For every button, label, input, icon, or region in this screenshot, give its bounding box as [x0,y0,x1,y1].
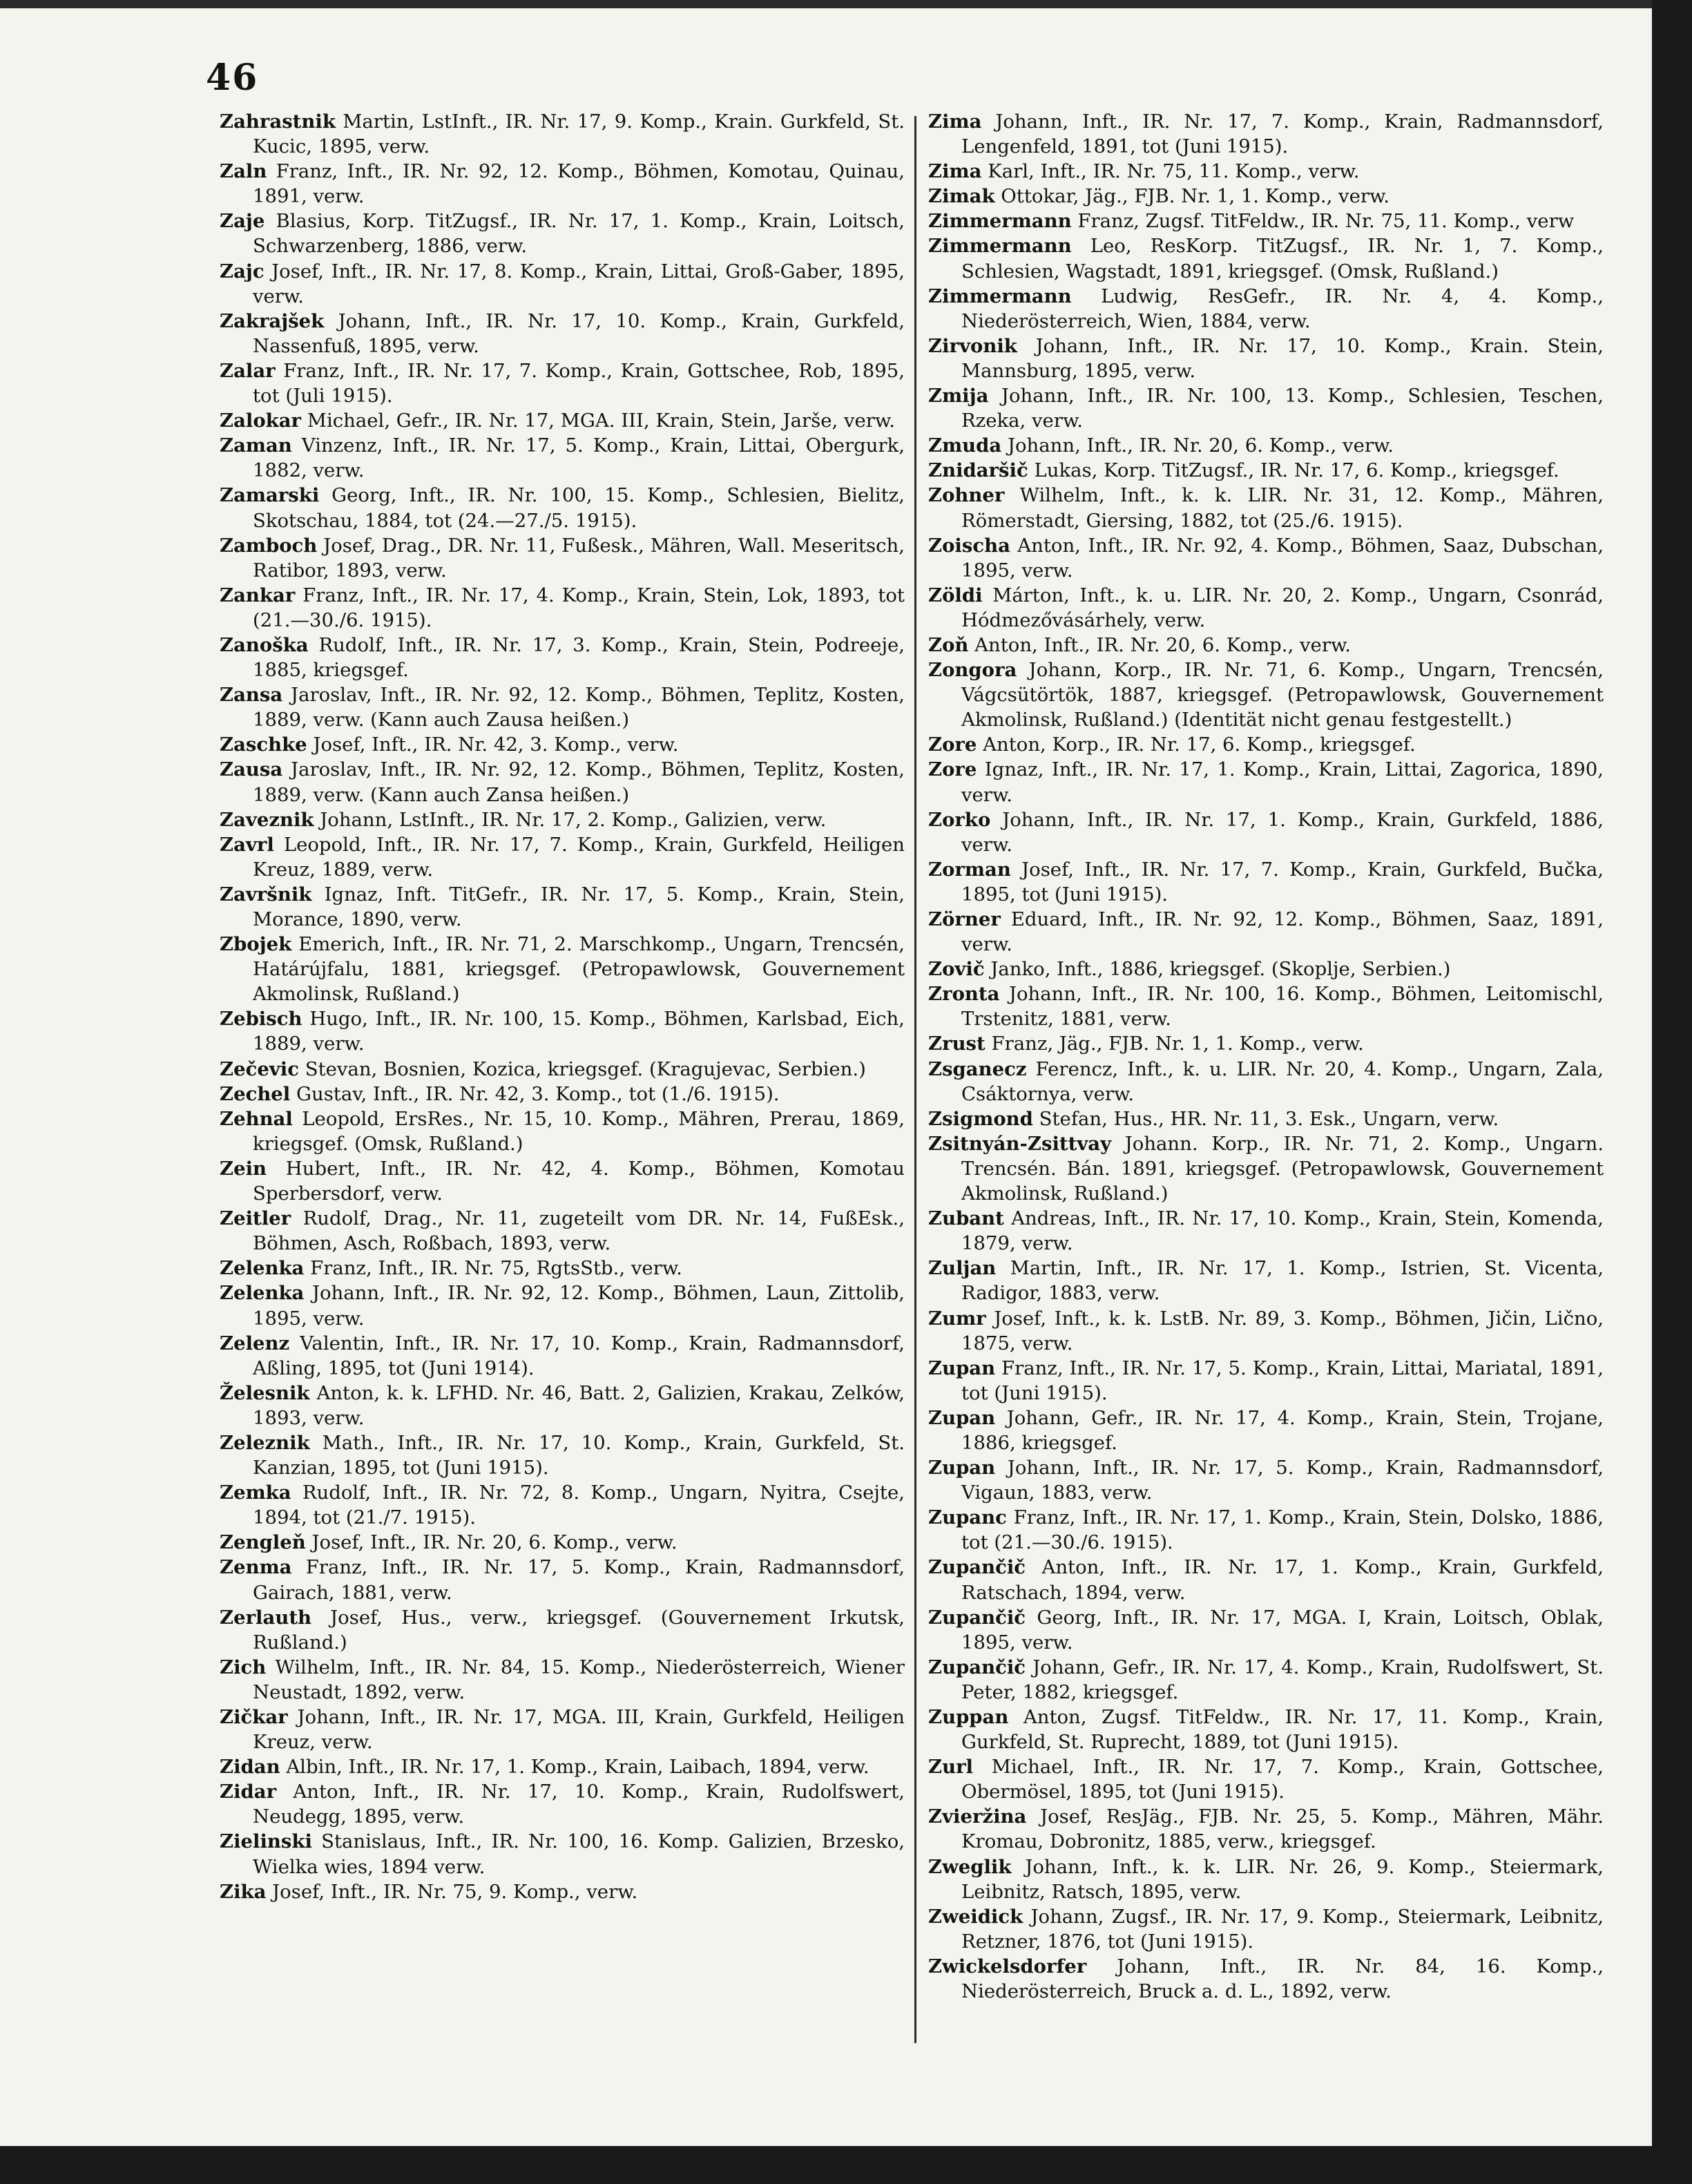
list-entry [220,1430,905,1480]
scan-edge-bottom [0,2146,1692,2184]
entry-surname: Zenma [220,1556,292,1579]
entry-details: Josef, Inft., IR. Nr. 17, 8. Komp., Krain, Littai, Groß-Gaber, 1895, verw. [253,260,905,307]
list-entry [220,932,905,1006]
entry-surname: Zorko [928,808,991,831]
list-entry [928,1057,1604,1107]
list-entry [220,1480,905,1530]
list-entry [928,957,1604,981]
entry-details: Gustav, Inft., IR. Nr. 42, 3. Komp., tot (1./6. 1915). [296,1082,780,1105]
entry-surname: Zelenka [220,1257,305,1280]
entry-surname: Zwickelsdorfer [928,1955,1087,1977]
entry-details: Anton, Zugsf. TitFeldw., IR. Nr. 17, 11. Komp., Krain, Gurkfeld, St. Ruprecht, 1889, tot (Juni 1915). [961,1706,1604,1754]
list-entry [220,1605,905,1655]
list-entry [220,309,905,358]
entry-surname: Zaln [220,160,267,183]
entry-surname: Zirvonik [928,334,1017,357]
entry-details: Anton, Inft., IR. Nr. 17, 10. Komp., Krain, Rudolfswert, Neudegg, 1895, verw. [253,1781,905,1828]
entry-surname: Zajc [220,260,265,282]
entry-surname: Zaschke [220,734,307,756]
list-entry [220,1829,905,1879]
list-entry [220,1006,905,1056]
list-entry [928,483,1604,533]
list-entry [220,533,905,583]
entry-details: Karl, Inft., IR. Nr. 75, 11. Komp., verw. [988,160,1360,183]
entry-details: Anton, Inft., IR. Nr. 20, 6. Komp., verw. [974,633,1351,656]
list-entry [220,433,905,483]
list-entry [928,1904,1604,1954]
list-entry [220,1256,905,1281]
entry-details: Johann, Inft., IR. Nr. 17, 5. Komp., Krain, Radmannsdorf, Vigaun, 1883, verw. [961,1457,1604,1504]
entry-surname: Zubant [928,1207,1004,1230]
list-entry [928,1655,1604,1705]
entry-surname: Zsganecz [928,1057,1027,1080]
entry-surname: Zorman [928,858,1011,881]
list-entry [220,159,905,209]
entry-surname: Zima [928,111,982,133]
list-entry [928,1306,1604,1356]
list-entry [220,109,905,159]
entry-details: Blasius, Korp. TitZugsf., IR. Nr. 17, 1. Komp., Krain, Loitsch, Schwarzenberg, 1886, verw. [253,210,905,258]
list-entry [928,383,1604,433]
entry-details: Johann, Inft., IR. Nr. 84, 16. Komp., Niederösterreich, Bruck a. d. L., 1892, verw. [961,1955,1604,2003]
entry-surname: Zörner [928,908,1001,930]
entry-details: Johann, Inft., IR. Nr. 92, 12. Komp., Böhmen, Laun, Zittolib, 1895, verw. [253,1282,905,1330]
list-entry [220,633,905,682]
entry-details: Franz, Inft., IR. Nr. 17, 7. Komp., Krain, Gottschee, Rob, 1895, tot (Juli 1915). [253,359,905,408]
entry-surname: Zanoška [220,633,309,656]
list-entry [220,882,905,932]
entry-details: Josef, Inft., IR. Nr. 17, 7. Komp., Krain, Gurkfeld, Bučka, 1895, tot (Juni 1915). [961,858,1604,906]
entry-surname: Zalar [220,359,276,382]
list-entry [220,1779,905,1829]
list-entry [928,1356,1604,1406]
entry-surname: Zidan [220,1756,280,1779]
entry-surname: Zrust [928,1033,986,1055]
entry-details: Georg, Inft., IR. Nr. 17, MGA. I, Krain, Loitsch, Oblak, 1895, verw. [961,1606,1604,1654]
entry-details: Hubert, Inft., IR. Nr. 42, 4. Komp., Böhmen, Komotau Sperbersdorf, verw. [253,1157,905,1205]
entry-details: Márton, Inft., k. u. LIR. Nr. 20, 2. Komp., Ungarn, Csonrád, Hódmezővásárhely, verw. [961,584,1604,631]
entry-surname: Zvieržina [928,1805,1027,1828]
entry-details: Georg, Inft., IR. Nr. 100, 15. Komp., Schlesien, Bielitz, Skotschau, 1884, tot (24.—27./5. 1915). [253,484,905,532]
list-entry [220,408,905,433]
list-entry [220,807,905,832]
entry-details: Emerich, Inft., IR. Nr. 71, 2. Marschkomp., Ungarn, Trencsén, Határújfalu, 1881, kriegsgef. (Petropawlowsk, Gouvernement Akmolinsk, Rußland.) [253,933,905,1006]
entry-details: Rudolf, Inft., IR. Nr. 72, 8. Komp., Ungarn, Nyitra, Csejte, 1894, tot (21./7. 1915). [253,1482,905,1529]
entry-surname: Zoischa [928,534,1010,557]
entry-details: Valentin, Inft., IR. Nr. 17, 10. Komp., Krain, Radmannsdorf, Aßling, 1895, tot (Juni 1914). [253,1332,905,1379]
list-entry [220,1879,905,1904]
entry-details: Josef, ResJäg., FJB. Nr. 25, 5. Komp., Mähren, Mähr. Kromau, Dobronitz, 1885, verw., kriegsgef. [961,1805,1604,1853]
entry-surname: Zansa [220,684,283,707]
list-entry [220,358,905,408]
list-entry [928,1855,1604,1904]
entry-surname: Zimmermann [928,210,1072,233]
entry-details: Johann, Inft., IR. Nr. 17, 1. Komp., Krain, Gurkfeld, 1886, verw. [961,808,1604,856]
entry-details: Johann, Gefr., IR. Nr. 17, 4. Komp., Krain, Stein, Trojane, 1886, kriegsgef. [961,1406,1604,1454]
entry-details: Johann, Inft., IR. Nr. 17, 10. Komp., Krain, Gurkfeld, Nassenfuß, 1895, verw. [253,309,905,357]
list-entry [928,109,1604,159]
list-entry [928,1455,1604,1505]
entry-surname: Zoň [928,633,969,656]
entry-surname: Zebisch [220,1008,302,1031]
entry-surname: Zweidick [928,1905,1023,1928]
list-entry [928,633,1604,658]
entry-surname: Zmuda [928,434,1002,457]
list-entry [928,1754,1604,1804]
entry-details: Franz, Jäg., FJB. Nr. 1, 1. Komp., verw. [991,1033,1364,1055]
list-entry [220,209,905,258]
entry-details: Rudolf, Inft., IR. Nr. 17, 3. Komp., Krain, Stein, Podreeje, 1885, kriegsgef. [253,633,905,682]
left-column [220,109,905,2043]
entry-details: Wilhelm, Inft., k. k. LIR. Nr. 31, 12. Komp., Mähren, Römerstadt, Giersing, 1882, tot (25./6. 1915). [961,484,1604,532]
entry-surname: Zuljan [928,1257,997,1280]
entry-surname: Zurl [928,1756,974,1779]
entry-details: Johann, Korp., IR. Nr. 71, 6. Komp., Ungarn, Trencsén, Vágcsütörtök, 1887, kriegsgef. (Petropawlowsk, Gouvernement Akmolinsk, Rußland.) (Identität nicht genau festgestellt.) [961,659,1604,731]
list-entry [928,1031,1604,1056]
entry-surname: Zore [928,734,977,756]
entry-surname: Zimmermann [928,235,1072,258]
list-entry [928,1605,1604,1655]
entry-details: Leo, ResKorp. TitZugsf., IR. Nr. 1, 7. Komp., Schlesien, Wagstadt, 1891, kriegsgef. (Omsk, Rußland.) [961,235,1604,282]
entry-details: Anton, Inft., IR. Nr. 17, 1. Komp., Krain, Gurkfeld, Ratschach, 1894, verw. [961,1556,1604,1604]
entry-details: Jaroslav, Inft., IR. Nr. 92, 12. Komp., Böhmen, Teplitz, Kosten, 1889, verw. (Kann auch Zansa heißen.) [253,758,905,806]
entry-surname: Zore [928,758,977,781]
entry-surname: Zsigmond [928,1107,1033,1130]
entry-details: Ignaz, Inft., IR. Nr. 17, 1. Komp., Krain, Littai, Zagorica, 1890, verw. [961,758,1604,806]
entry-surname: Želesnik [220,1381,310,1404]
entry-details: Johann, Inft., IR. Nr. 17, MGA. III, Krain, Gurkfeld, Heiligen Kreuz, verw. [253,1706,905,1754]
entry-surname: Zweglik [928,1855,1012,1878]
entry-details: Johann, Inft., IR. Nr. 100, 16. Komp., Böhmen, Leitomischl, Trstenitz, 1881, verw. [961,983,1604,1031]
entry-details: Michael, Gefr., IR. Nr. 17, MGA. III, Krain, Stein, Jarše, verw. [307,410,895,432]
entry-surname: Zankar [220,584,296,606]
list-entry [928,981,1604,1031]
list-entry [220,1281,905,1330]
entry-surname: Zidar [220,1781,277,1803]
entry-details: Stevan, Bosnien, Kozica, kriegsgef. (Kragujevac, Serbien.) [305,1057,866,1080]
entry-surname: Zuppan [928,1706,1009,1728]
list-entry [928,732,1604,757]
entry-surname: Zečevic [220,1057,299,1080]
entry-surname: Zupančič [928,1606,1026,1629]
list-entry [928,159,1604,184]
list-entry [928,1406,1604,1455]
entry-surname: Zechel [220,1082,291,1105]
entry-details: Josef, Inft., IR. Nr. 75, 9. Komp., verw. [272,1880,638,1903]
entry-details: Stanislaus, Inft., IR. Nr. 100, 16. Komp. Galizien, Brzesko, Wielka wies, 1894 verw. [253,1830,905,1878]
entry-details: Hugo, Inft., IR. Nr. 100, 15. Komp., Böhmen, Karlsbad, Eich, 1889, verw. [253,1008,905,1055]
entry-details: Johann, Gefr., IR. Nr. 17, 4. Komp., Krain, Rudolfswert, St. Peter, 1882, kriegsgef. [961,1656,1604,1703]
list-entry [928,757,1604,807]
list-entry [928,583,1604,633]
entry-surname: Zika [220,1880,267,1903]
entry-details: Josef, Hus., verw., kriegsgef. (Gouvernement Irkutsk, Rußland.) [253,1606,905,1654]
entry-details: Franz, Inft., IR. Nr. 17, 5. Komp., Krain, Littai, Mariatal, 1891, tot (Juni 1915). [961,1357,1604,1404]
entry-details: Franz, Inft., IR. Nr. 17, 5. Komp., Krain, Radmannsdorf, Gairach, 1881, verw. [253,1556,905,1604]
list-entry [928,1705,1604,1754]
list-entry [220,732,905,757]
entry-surname: Zaveznik [220,808,314,831]
entry-surname: Zöldi [928,584,983,606]
entry-surname: Zamarski [220,484,320,507]
list-entry [220,1331,905,1381]
entry-details: Josef, Inft., IR. Nr. 20, 6. Komp., verw. [311,1531,677,1554]
list-entry [928,907,1604,957]
list-entry [928,1131,1604,1206]
list-entry [928,658,1604,732]
entry-surname: Zavrl [220,833,274,856]
list-entry [220,1206,905,1256]
entry-details: Johann, Inft., IR. Nr. 17, 7. Komp., Krain, Radmannsdorf, Lengenfeld, 1891, tot (Juni 1915). [961,111,1604,158]
list-entry [928,1804,1604,1854]
entry-surname: Zerlauth [220,1606,312,1629]
entry-surname: Zima [928,160,982,183]
list-entry [220,1381,905,1430]
list-entry [220,1156,905,1206]
entry-surname: Zeleznik [220,1431,310,1454]
entry-surname: Zovič [928,958,985,981]
entry-surname: Zupan [928,1357,996,1379]
entry-details: Anton, k. k. LFHD. Nr. 46, Batt. 2, Galizien, Krakau, Zelków, 1893, verw. [253,1381,905,1429]
list-entry [220,1082,905,1107]
list-entry [220,583,905,633]
entry-details: Albin, Inft., IR. Nr. 17, 1. Komp., Krain, Laibach, 1894, verw. [286,1756,869,1779]
list-entry [220,1530,905,1555]
entry-surname: Zemka [220,1482,291,1504]
entry-details: Franz, Zugsf. TitFeldw., IR. Nr. 75, 11. Komp., verw [1077,210,1575,233]
entry-details: Math., Inft., IR. Nr. 17, 10. Komp., Krain, Gurkfeld, St. Kanzian, 1895, tot (Juni 1915). [253,1431,905,1479]
entry-details: Leopold, Inft., IR. Nr. 17, 7. Komp., Krain, Gurkfeld, Heiligen Kreuz, 1889, verw. [253,833,905,881]
entry-details: Martin, LstInft., IR. Nr. 17, 9. Komp., Krain. Gurkfeld, St. Kucic, 1895, verw. [253,111,905,158]
entry-details: Josef, Inft., IR. Nr. 42, 3. Komp., verw. [313,734,679,756]
entry-surname: Zimmermann [928,285,1072,307]
entry-surname: Zengleň [220,1531,306,1554]
entry-surname: Završnik [220,883,312,906]
entry-surname: Zsitnyán-Zsittvay [928,1132,1112,1155]
list-entry [928,433,1604,458]
entry-details: Stefan, Hus., HR. Nr. 11, 3. Esk., Ungarn, verw. [1039,1107,1499,1130]
list-entry [928,209,1604,233]
entry-surname: Zeitler [220,1207,291,1230]
entry-details: Ignaz, Inft. TitGefr., IR. Nr. 17, 5. Komp., Krain, Stein, Morance, 1890, verw. [253,883,905,930]
scan-edge-right [1652,0,1692,2184]
entry-surname: Zich [220,1656,267,1678]
entry-surname: Zehnal [220,1107,293,1130]
list-entry [220,1057,905,1082]
entry-details: Josef, Drag., DR. Nr. 11, Fußesk., Mähren, Wall. Meseritsch, Ratibor, 1893, verw. [253,534,905,582]
entry-surname: Zamboch [220,534,318,557]
entry-details: Johann, LstInft., IR. Nr. 17, 2. Komp., Galizien, verw. [320,808,827,831]
entry-surname: Zahrastnik [220,111,336,133]
entry-details: Franz, Inft., IR. Nr. 92, 12. Komp., Böhmen, Komotau, Quinau, 1891, verw. [253,160,905,208]
list-entry [220,1107,905,1156]
page-number: 46 [206,57,259,99]
list-entry [928,334,1604,383]
list-entry [928,533,1604,583]
list-entry [220,259,905,309]
entry-details: Vinzenz, Inft., IR. Nr. 17, 5. Komp., Krain, Littai, Obergurk, 1882, verw. [253,434,905,482]
entry-details: Johann, Inft., IR. Nr. 17, 10. Komp., Krain. Stein, Mannsburg, 1895, verw. [961,334,1604,382]
entry-details: Franz, Inft., IR. Nr. 75, RgtsStb., verw. [310,1257,682,1280]
entry-surname: Zičkar [220,1706,288,1728]
entry-details: Johann, Zugsf., IR. Nr. 17, 9. Komp., Steiermark, Leibnitz, Retzner, 1876, tot (Juni 1915). [961,1905,1604,1953]
entry-surname: Zmija [928,385,989,408]
entry-details: Johann, Inft., IR. Nr. 20, 6. Komp., verw. [1007,434,1394,457]
entry-surname: Zupančič [928,1556,1026,1579]
entry-details: Ludwig, ResGefr., IR. Nr. 4, 4. Komp., Niederösterreich, Wien, 1884, verw. [961,285,1604,332]
list-entry [928,1107,1604,1131]
entry-details: Johann, Inft., k. k. LIR. Nr. 26, 9. Komp., Steiermark, Leibnitz, Ratsch, 1895, verw. [961,1855,1604,1903]
scan-edge-top [0,0,1692,8]
entry-surname: Zelenz [220,1332,290,1354]
entry-surname: Zaman [220,434,292,457]
entry-details: Wilhelm, Inft., IR. Nr. 84, 15. Komp., Niederösterreich, Wiener Neustadt, 1892, verw. [253,1656,905,1703]
list-entry [220,1705,905,1754]
entry-details: Johann. Korp., IR. Nr. 71, 2. Komp., Ungarn. Trencsén. Bán. 1891, kriegsgef. (Petropawlowsk, Gouvernement Akmolinsk, Rußland.) [961,1132,1604,1205]
list-entry [928,857,1604,907]
list-entry [220,1555,905,1605]
entry-details: Lukas, Korp. TitZugsf., IR. Nr. 17, 6. Komp., kriegsgef. [1034,459,1559,482]
entry-details: Eduard, Inft., IR. Nr. 92, 12. Komp., Böhmen, Saaz, 1891, verw. [961,908,1604,956]
list-entry [220,682,905,732]
entry-surname: Zalokar [220,410,302,432]
list-entry [928,807,1604,857]
list-entry [928,1954,1604,2004]
entry-details: Anton, Inft., IR. Nr. 92, 4. Komp., Böhmen, Saaz, Dubschan, 1895, verw. [961,534,1604,582]
entry-surname: Zakrajšek [220,309,325,332]
entry-details: Ottokar, Jäg., FJB. Nr. 1, 1. Komp., verw. [1001,185,1390,208]
entry-details: Leopold, ErsRes., Nr. 15, 10. Komp., Mähren, Prerau, 1869, kriegsgef. (Omsk, Rußland.) [253,1107,905,1155]
entry-surname: Zelenka [220,1282,305,1305]
entry-surname: Zbojek [220,933,292,956]
entry-details: Janko, Inft., 1886, kriegsgef. (Skoplje, Serbien.) [990,958,1451,981]
list-entry [220,1754,905,1779]
list-entry [928,1555,1604,1605]
list-entry [928,458,1604,483]
list-entry [928,284,1604,334]
list-entry [928,1206,1604,1256]
entry-surname: Zein [220,1157,267,1180]
entry-surname: Zaje [220,210,265,233]
right-column [928,109,1604,2043]
entry-details: Rudolf, Drag., Nr. 11, zugeteilt vom DR. Nr. 14, FußEsk., Böhmen, Asch, Roßbach, 1893, verw. [253,1207,905,1255]
entry-details: Josef, Inft., k. k. LstB. Nr. 89, 3. Komp., Böhmen, Jičin, Lično, 1875, verw. [961,1307,1604,1354]
entry-surname: Zausa [220,758,283,781]
list-entry [220,483,905,533]
list-entry [928,1256,1604,1305]
entry-surname: Zupanc [928,1506,1007,1529]
column-divider [914,116,916,2043]
entry-details: Johann, Inft., IR. Nr. 100, 13. Komp., Schlesien, Teschen, Rzeka, verw. [961,385,1604,432]
entry-details: Anton, Korp., IR. Nr. 17, 6. Komp., kriegsgef. [983,734,1416,756]
entry-surname: Zupan [928,1457,996,1479]
entry-surname: Zimak [928,185,995,208]
entry-details: Martin, Inft., IR. Nr. 17, 1. Komp., Istrien, St. Vicenta, Radigor, 1883, verw. [961,1257,1604,1305]
entry-surname: Zielinski [220,1830,312,1853]
entry-details: Andreas, Inft., IR. Nr. 17, 10. Komp., Krain, Stein, Komenda, 1879, verw. [961,1207,1604,1255]
list-entry [220,757,905,807]
list-entry [928,184,1604,209]
list-entry [928,233,1604,283]
entry-surname: Znidaršič [928,459,1028,482]
entry-surname: Zronta [928,983,1000,1006]
entry-surname: Zohner [928,484,1005,507]
list-entry [220,1655,905,1705]
list-entry [928,1505,1604,1555]
entry-surname: Zupan [928,1406,996,1429]
entry-surname: Zongora [928,659,1017,682]
entry-details: Ferencz, Inft., k. u. LIR. Nr. 20, 4. Komp., Ungarn, Zala, Csáktornya, verw. [961,1057,1604,1105]
entry-details: Franz, Inft., IR. Nr. 17, 4. Komp., Krain, Stein, Lok, 1893, tot (21.—30./6. 1915). [253,584,905,631]
list-entry [220,832,905,882]
entry-surname: Zumr [928,1307,986,1330]
entry-details: Jaroslav, Inft., IR. Nr. 92, 12. Komp., Böhmen, Teplitz, Kosten, 1889, verw. (Kann auch Zausa heißen.) [253,684,905,731]
entry-details: Franz, Inft., IR. Nr. 17, 1. Komp., Krain, Stein, Dolsko, 1886, tot (21.—30./6. 1915). [961,1506,1604,1554]
entry-surname: Zupančič [928,1656,1026,1678]
entry-details: Michael, Inft., IR. Nr. 17, 7. Komp., Krain, Gottschee, Obermösel, 1895, tot (Juni 1915). [961,1756,1604,1803]
